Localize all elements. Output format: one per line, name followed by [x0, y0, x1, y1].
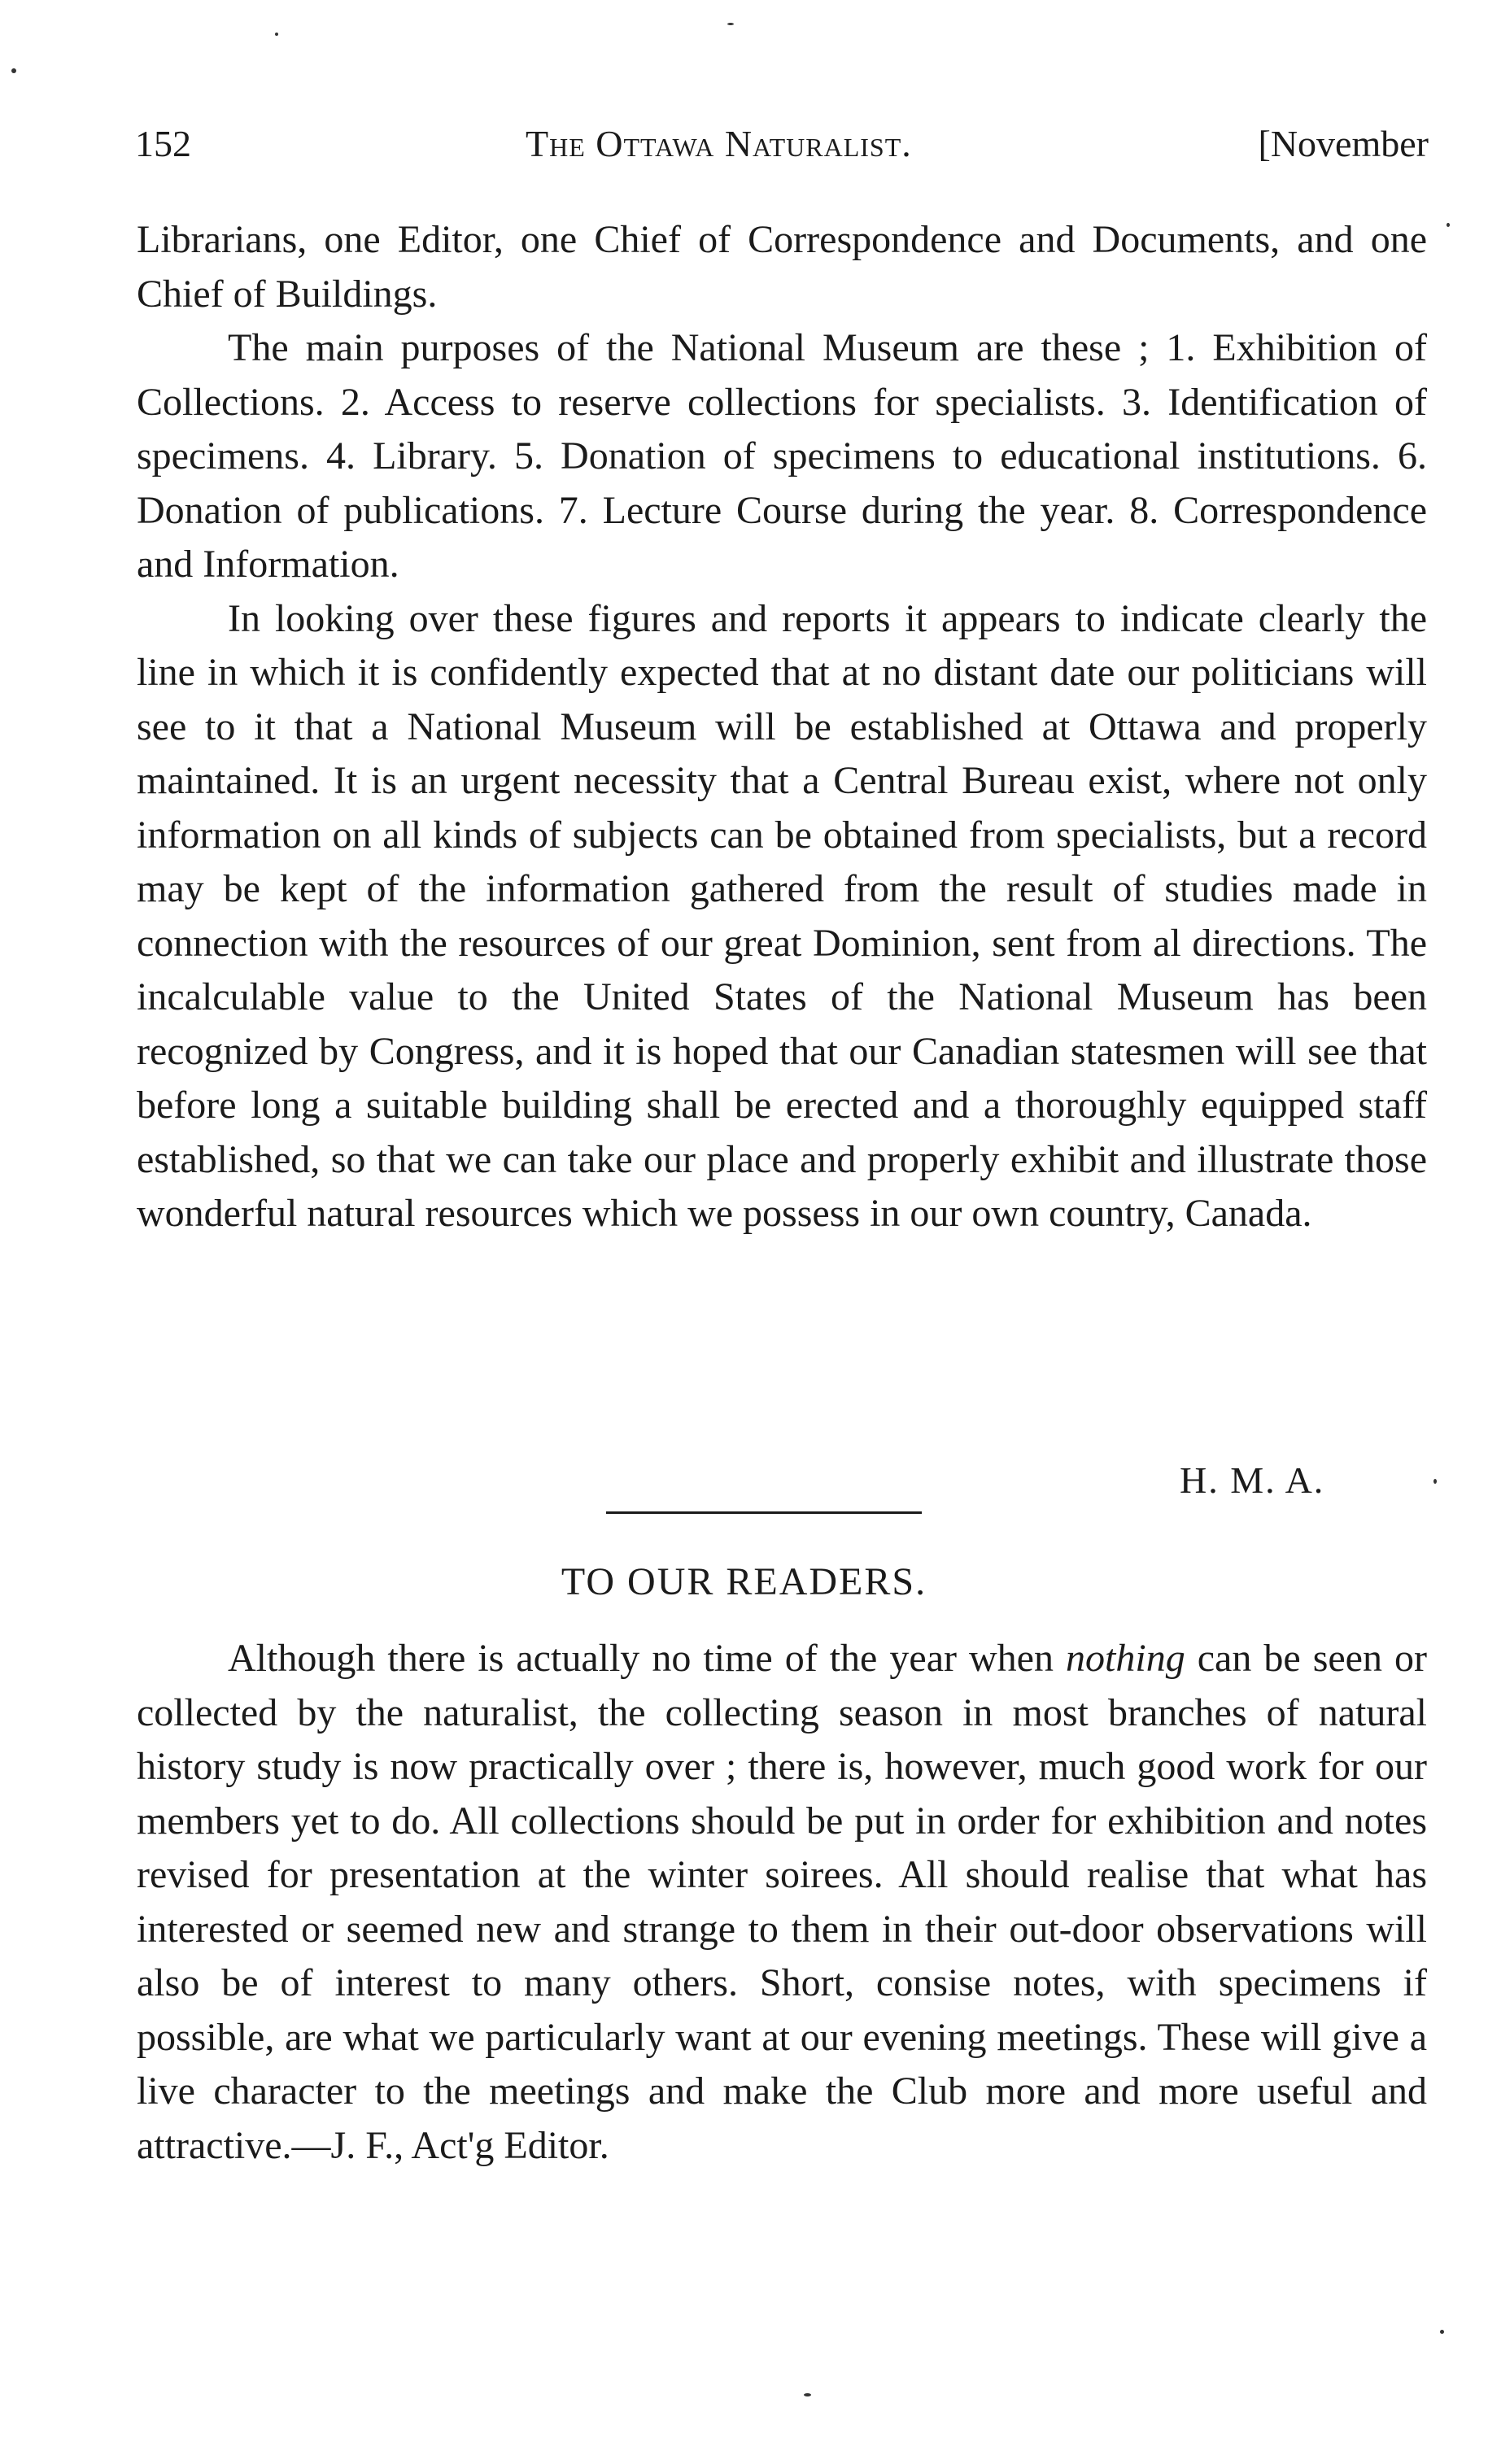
- section-title: TO OUR READERS.: [561, 1560, 927, 1603]
- readers-paragraph: [137, 1632, 1427, 2173]
- journal-title: The Ottawa Naturalist.: [526, 123, 912, 164]
- page-number: 152: [135, 123, 191, 164]
- scan-speck: [275, 33, 278, 36]
- issue-month: [November: [1258, 123, 1429, 164]
- readers-text-start: Although there is actually no time of the year when: [228, 1637, 1067, 1680]
- readers-text-end: can be seen or collected by the naturalist, the collecting season in most branches of natural history study is now practically over ; there is, however, much good work for our members yet to do. All collections should be put in order for exhibition and notes revised for presentation at the winter soirees. All should realise that what has interested or seemed new and strange to them in their out-door observations will also be of interest to many others. Short, consise notes, with specimens if possible, are what we particularly want at our evening meetings. These will give a live character to the meetings and make the Club more and more useful and attractive.—J. F., Act'g Editor.: [137, 1637, 1427, 2167]
- article-signature: H. M. A.: [1180, 1459, 1325, 1501]
- scan-speck: [1447, 223, 1450, 227]
- scan-speck: [11, 68, 16, 73]
- scan-speck: [1440, 2330, 1444, 2334]
- scan-speck: [804, 2393, 811, 2396]
- section-divider: [606, 1511, 922, 1514]
- article-continuation: [137, 213, 1427, 1241]
- running-head: [135, 116, 1429, 172]
- article-paragraph-3: In looking over these figures and reports it appears to indicate clearly the line in which it is confidently expected that at no distant date our politicians will see to it that a National Museum will be established at Ottawa and properly maintained. It is an urgent necessity that a Central Bureau exist, where not only information on all kinds of subjects can be obtained from specialists, but a record may be kept of the information gathered from the result of studies made in connection with the resources of our great Dominion, sent from al directions. The incalculable value to the United States of the National Museum has been recognized by Congress, and it is hoped that our Canadian statesmen will see that before long a suitable building shall be erected and a thoroughly equipped staff established, so that we can take our place and properly exhibit and illustrate those wonderful natural resources which we possess in our own country, Canada.: [137, 596, 1427, 1235]
- scan-speck: [727, 23, 734, 25]
- article-paragraph-1: Librarians, one Editor, one Chief of Correspondence and Documents, and one Chief of Buildings.: [137, 218, 1427, 316]
- readers-emphasis: nothing: [1066, 1637, 1185, 1680]
- article-paragraph-2: The main purposes of the National Museum are these ; 1. Exhibition of Collections. 2. Access to reserve collections for specialists. 3. Identification of specimens. 4. Library. 5. Donation of specimens to educational institutions. 6. Donation of publications. 7. Lecture Course during the year. 8. Correspondence and Information.: [137, 326, 1427, 586]
- scan-speck: [1433, 1479, 1437, 1484]
- readers-notice: [137, 1632, 1427, 2173]
